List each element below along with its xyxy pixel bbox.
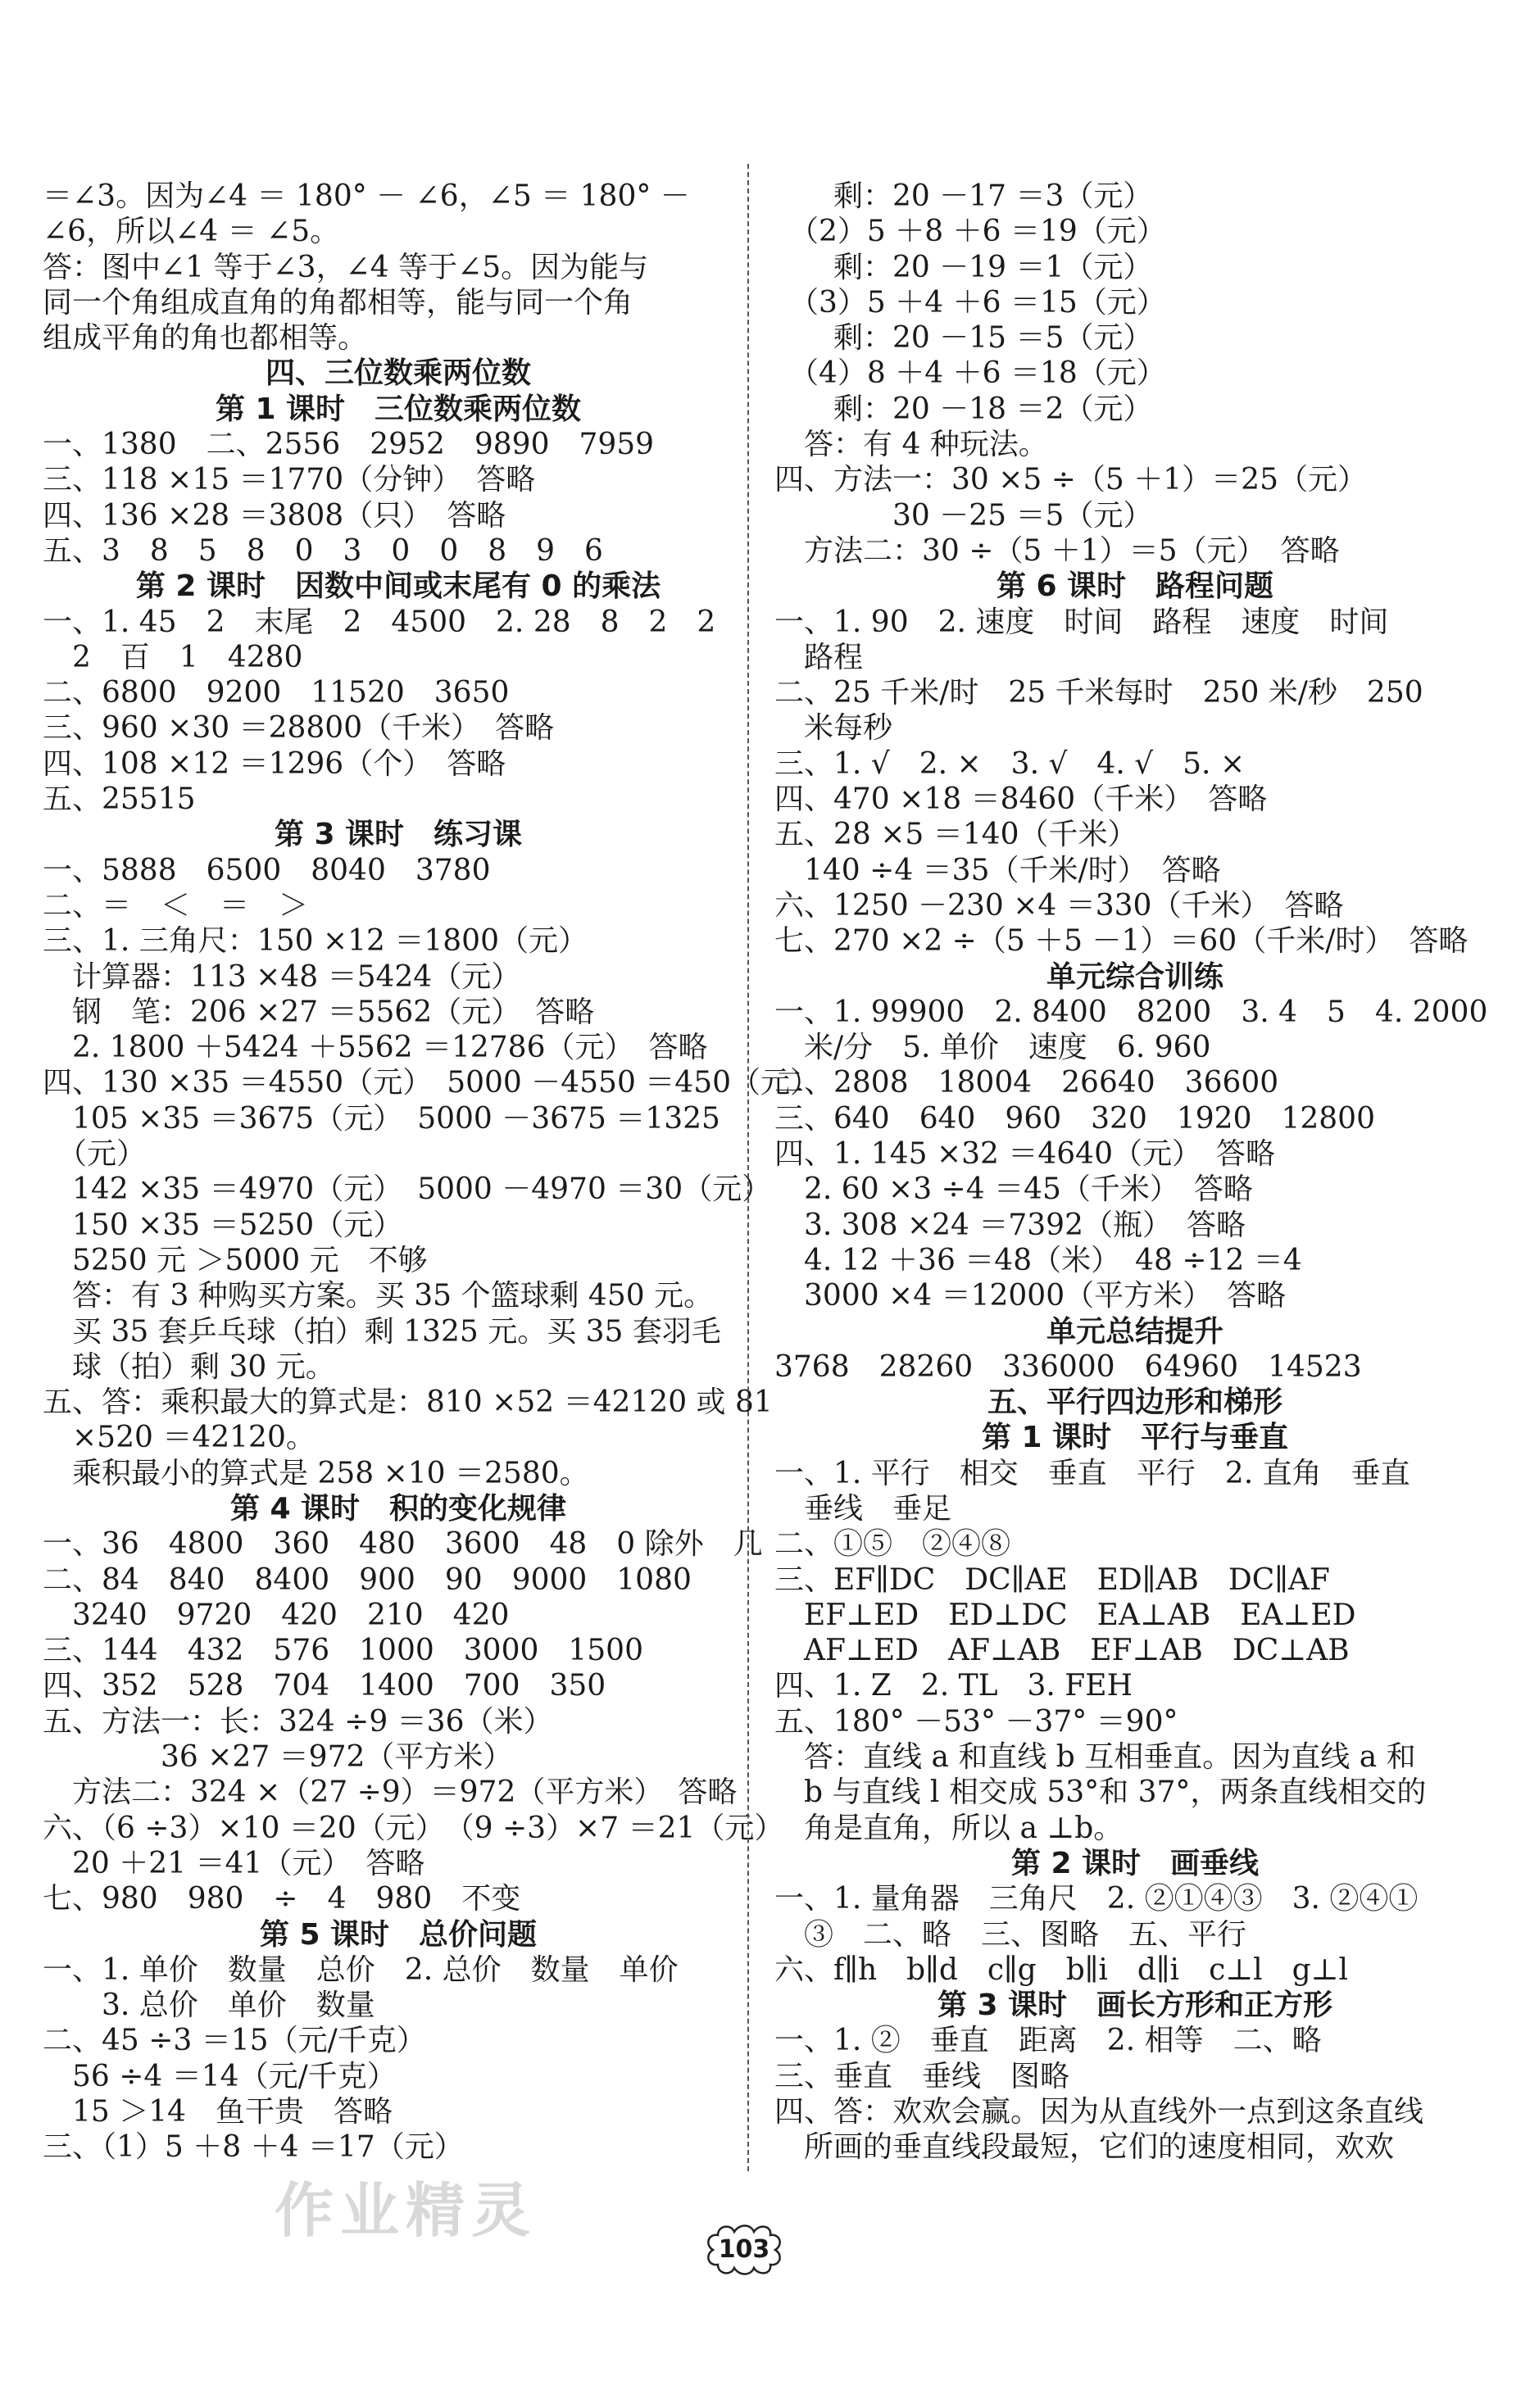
section-heading: 第 4 课时 积的变化规律 <box>229 1491 567 1526</box>
section-heading: 第 3 课时 练习课 <box>274 818 523 852</box>
answer-line: 3. 总价 单价 数量 <box>43 1989 375 2023</box>
answer-line: 一、1. 单价 数量 总价 2. 总价 数量 单价 <box>43 1952 679 1987</box>
answer-line: 四、方法一：30 ×5 ÷（5 ＋1）＝25（元） <box>774 463 1367 497</box>
answer-line: 142 ×35 ＝4970（元） 5000 －4970 ＝30（元） <box>43 1172 772 1207</box>
column-divider <box>747 164 749 2171</box>
answer-line: 三、（1）5 ＋8 ＋4 ＝17（元） <box>43 2130 464 2165</box>
answer-line: 组成平角的角也都相等。 <box>43 321 368 356</box>
answer-line: 路程 <box>774 640 864 674</box>
answer-line: ③ 二、略 三、图略 五、平行 <box>774 1917 1247 1952</box>
answer-line: 一、1. ② 垂直 距离 2. 相等 二、略 <box>774 2024 1322 2058</box>
answer-line: 六、（6 ÷3）×10 ＝20（元） （9 ÷3）×7 ＝21（元） <box>43 1811 784 1845</box>
answer-line: 一、1. 量角器 三角尺 2. ②①④③ 3. ②④① <box>774 1882 1419 1916</box>
answer-line: 一、1380 二、2556 2952 9890 7959 <box>43 428 655 462</box>
answer-line: 五、25515 <box>43 782 196 817</box>
answer-line: 剩：20 －15 ＝5（元） <box>774 321 1153 356</box>
answer-line: ∠6，所以∠4 ＝ ∠5。 <box>43 215 340 249</box>
page-number: 103 <box>718 2235 770 2264</box>
page-number-badge <box>703 2222 785 2278</box>
answer-line: 同一个角组成直角的角都相等，能与同一个角 <box>43 285 633 320</box>
answer-line: 垂线 垂足 <box>774 1491 952 1526</box>
answer-line: 乘积最小的算式是 258 ×10 ＝2580。 <box>43 1456 589 1490</box>
answer-line: 五、答：乘积最大的算式是：810 ×52 ＝42120 或 81 <box>43 1385 773 1420</box>
answer-line: 3. 308 ×24 ＝7392（瓶） 答略 <box>774 1208 1246 1242</box>
answer-line: （元） <box>43 1137 147 1172</box>
section-heading: 第 3 课时 画长方形和正方形 <box>937 1989 1333 2023</box>
answer-line: 36 ×27 ＝972（平方米） <box>43 1740 513 1775</box>
answer-line: 买 35 套乒乓球（拍）剩 1325 元。买 35 套羽毛 <box>43 1314 721 1349</box>
answer-line: 方法二：324 ×（27 ÷9）＝972（平方米） 答略 <box>43 1775 738 1810</box>
section-heading: 第 5 课时 总价问题 <box>259 1917 538 1952</box>
section-heading: 第 2 课时 因数中间或末尾有 0 的乘法 <box>135 569 661 604</box>
answer-line: 答：有 4 种玩法。 <box>774 428 1048 462</box>
answer-line: 五、180° －53° －37° ＝90° <box>774 1704 1178 1739</box>
answer-line: 三、144 432 576 1000 3000 1500 <box>43 1634 643 1668</box>
answer-line: 五、28 ×5 ＝140（千米） <box>774 818 1137 852</box>
answer-line: 140 ÷4 ＝35（千米/时） 答略 <box>774 853 1221 887</box>
answer-line: 150 ×35 ＝5250（元） <box>43 1208 403 1242</box>
answer-line: 答：图中∠1 等于∠3，∠4 等于∠5。因为能与 <box>43 250 649 284</box>
answer-line: 二、45 ÷3 ＝15（元/千克） <box>43 2024 426 2058</box>
answer-line: 四、352 528 704 1400 700 350 <box>43 1669 606 1703</box>
section-heading: 单元总结提升 <box>1046 1314 1223 1349</box>
answer-line: 5250 元 ＞5000 元 不够 <box>43 1243 428 1277</box>
answer-line: 三、960 ×30 ＝28800（千米） 答略 <box>43 711 555 746</box>
section-heading: 四、三位数乘两位数 <box>265 356 531 391</box>
section-heading: 第 1 课时 平行与垂直 <box>981 1421 1289 1455</box>
answer-line: b 与直线 l 相交成 53°和 37°，两条直线相交的 <box>774 1775 1427 1810</box>
answer-line: 一、36 4800 360 480 3600 48 0 除外 几 <box>43 1527 763 1562</box>
section-heading: 第 1 课时 三位数乘两位数 <box>215 392 582 426</box>
answer-line: 一、1. 平行 相交 垂直 平行 2. 直角 垂直 <box>774 1456 1410 1490</box>
answer-line: 三、118 ×15 ＝1770（分钟） 答略 <box>43 463 536 497</box>
answer-line: 56 ÷4 ＝14（元/千克） <box>43 2059 397 2093</box>
section-heading: 五、平行四边形和梯形 <box>987 1385 1282 1420</box>
answer-line: 三、640 640 960 320 1920 12800 <box>774 1101 1375 1136</box>
answer-line: 七、980 980 ÷ 4 980 不变 <box>43 1882 521 1916</box>
answer-line: 六、1250 －230 ×4 ＝330（千米） 答略 <box>774 888 1344 923</box>
answer-line: 一、5888 6500 8040 3780 <box>43 853 491 887</box>
answer-line: 答：直线 a 和直线 b 互相垂直。因为直线 a 和 <box>774 1740 1416 1775</box>
answer-line: EF⊥ED ED⊥DC EA⊥AB EA⊥ED <box>774 1598 1356 1632</box>
answer-line: （2）5 ＋8 ＋6 ＝19（元） <box>774 215 1166 249</box>
answer-line: 四、136 ×28 ＝3808（只） 答略 <box>43 498 506 533</box>
answer-line: 一、1. 45 2 末尾 2 4500 2. 28 8 2 2 <box>43 605 716 639</box>
answer-line: 2. 60 ×3 ÷4 ＝45（千米） 答略 <box>774 1172 1253 1207</box>
answer-line: 一、1. 90 2. 速度 时间 路程 速度 时间 <box>774 605 1389 639</box>
section-heading: 单元综合训练 <box>1046 959 1223 994</box>
answer-line: 剩：20 －19 ＝1（元） <box>774 250 1153 284</box>
answer-line: 七、270 ×2 ÷（5 ＋5 －1）＝60（千米/时） 答略 <box>774 924 1469 959</box>
answer-line: 角是直角，所以 a ⊥b。 <box>774 1811 1124 1845</box>
answer-line: 2 百 1 4280 <box>43 640 303 674</box>
answer-line: 三、垂直 垂线 图略 <box>774 2059 1070 2093</box>
answer-line: 四、1. 145 ×32 ＝4640（元） 答略 <box>774 1137 1275 1172</box>
answer-line: 四、108 ×12 ＝1296（个） 答略 <box>43 746 506 781</box>
answer-line: 二、6800 9200 11520 3650 <box>43 676 510 710</box>
answer-line: 三、1. √ 2. × 3. √ 4. √ 5. × <box>774 746 1246 781</box>
watermark: 作业精灵 <box>275 2176 538 2245</box>
answer-line: 四、130 ×35 ＝4550（元） 5000 －4550 ＝450（元） <box>43 1066 820 1100</box>
answer-line: ×520 ＝42120。 <box>43 1421 316 1455</box>
answer-line: （3）5 ＋4 ＋6 ＝15（元） <box>774 285 1166 320</box>
section-heading: 第 2 课时 画垂线 <box>1010 1846 1260 1880</box>
answer-line: 30 －25 ＝5（元） <box>774 498 1153 533</box>
answer-line: 4. 12 ＋36 ＝48（米） 48 ÷12 ＝4 <box>774 1243 1302 1277</box>
answer-line: 3240 9720 420 210 420 <box>43 1598 510 1632</box>
answer-line: 方法二：30 ÷（5 ＋1）＝5（元） 答略 <box>774 533 1340 568</box>
answer-line: 米/分 5. 单价 速度 6. 960 <box>774 1031 1211 1065</box>
answer-line: 15 ＞14 鱼干贵 答略 <box>43 2095 393 2129</box>
answer-line: AF⊥ED AF⊥AB EF⊥AB DC⊥AB <box>774 1634 1350 1668</box>
answer-line: 20 ＋21 ＝41（元） 答略 <box>43 1846 425 1880</box>
right-column <box>774 179 1496 2165</box>
answer-line: 一、1. 99900 2. 8400 8200 3. 4 5 4. 2000 <box>774 995 1488 1029</box>
answer-line: 四、1. Z 2. TL 3. FEH <box>774 1669 1133 1703</box>
answer-line: 四、答：欢欢会赢。因为从直线外一点到这条直线 <box>774 2095 1424 2129</box>
answer-line: 3768 28260 336000 64960 14523 <box>774 1349 1362 1384</box>
answer-line: 二、＝ ＜ ＝ ＞ <box>43 888 309 923</box>
answer-line: 剩：20 －18 ＝2（元） <box>774 392 1153 426</box>
answer-line: 剩：20 －17 ＝3（元） <box>774 179 1153 213</box>
answer-line: 105 ×35 ＝3675（元） 5000 －3675 ＝1325 <box>43 1101 720 1136</box>
answer-line: 五、方法一：长：324 ÷9 ＝36（米） <box>43 1704 553 1739</box>
answer-line: 2. 1800 ＋5424 ＋5562 ＝12786（元） 答略 <box>43 1031 708 1065</box>
answer-line: 二、2808 18004 26640 36600 <box>774 1066 1279 1100</box>
answer-line: 二、①⑤ ②④⑧ <box>774 1527 1011 1562</box>
answer-line: 三、1. 三角尺：150 ×12 ＝1800（元） <box>43 924 588 959</box>
answer-line: 3000 ×4 ＝12000（平方米） 答略 <box>774 1279 1287 1313</box>
answer-line: 三、EF∥DC DC∥AE ED∥AB DC∥AF <box>774 1562 1330 1597</box>
answer-line: 球（拍）剩 30 元。 <box>43 1349 335 1384</box>
answer-line: 答：有 3 种购买方案。买 35 个篮球剩 450 元。 <box>43 1279 714 1313</box>
answer-line: 计算器：113 ×48 ＝5424（元） <box>43 959 521 994</box>
answer-line: （4）8 ＋4 ＋6 ＝18（元） <box>774 356 1166 391</box>
answer-line: 所画的垂直线段最短，它们的速度相同，欢欢 <box>774 2130 1395 2165</box>
answer-line: ＝∠3。因为∠4 ＝ 180° － ∠6，∠5 ＝ 180° － <box>43 179 690 213</box>
answer-line: 四、470 ×18 ＝8460（千米） 答略 <box>774 782 1268 817</box>
section-heading: 第 6 课时 路程问题 <box>996 569 1274 604</box>
answer-line: 钢 笔：206 ×27 ＝5562（元） 答略 <box>43 995 595 1029</box>
answer-line: 二、84 840 8400 900 90 9000 1080 <box>43 1562 692 1597</box>
answer-line: 六、f∥h b∥d c∥g b∥i d∥i c⊥l g⊥l <box>774 1952 1349 1987</box>
answer-line: 米每秒 <box>774 711 893 746</box>
answer-line: 五、3 8 5 8 0 3 0 0 8 9 6 <box>43 533 603 568</box>
answer-line: 二、25 千米/时 25 千米每时 250 米/秒 250 <box>774 676 1423 710</box>
